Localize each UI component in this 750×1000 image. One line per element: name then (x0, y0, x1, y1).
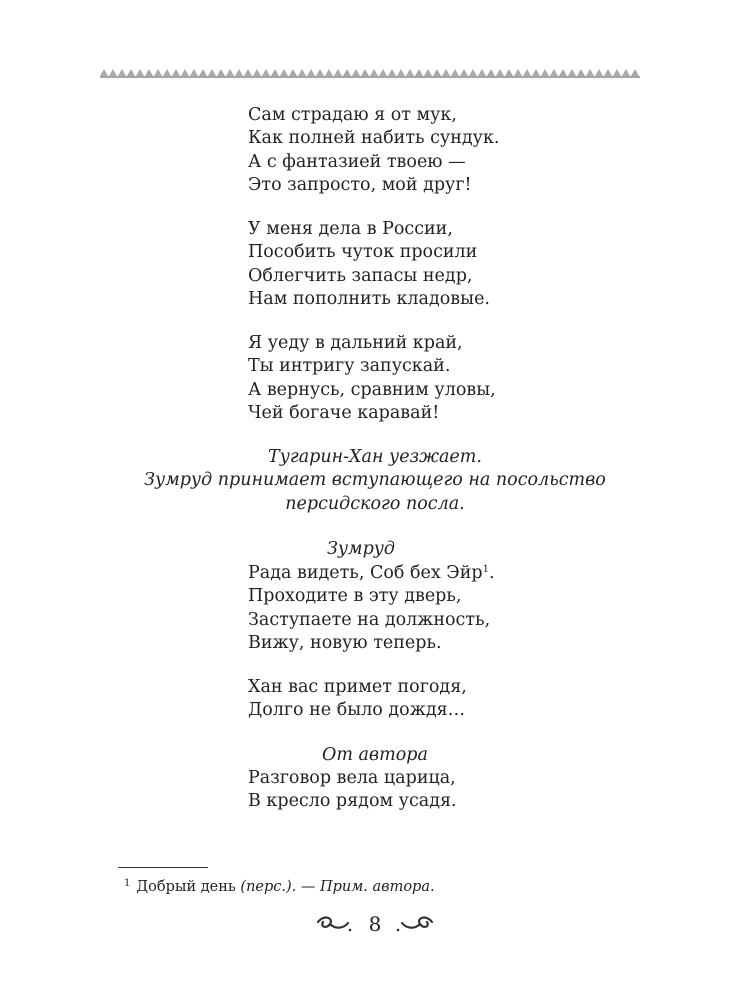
ornament-triangle (136, 69, 144, 76)
footnote-divider (118, 867, 208, 868)
verse-line: Пособить чуток просили (248, 242, 478, 263)
ornament-triangle (379, 69, 387, 76)
ornament-triangle (595, 69, 603, 76)
footnote-text: . — (291, 879, 320, 895)
ornament-triangle (109, 69, 117, 76)
ornament-triangle (118, 69, 126, 76)
stanza-4 (248, 562, 495, 656)
page-footer (0, 908, 750, 940)
ornament-triangle (568, 69, 576, 76)
ornament-triangle (343, 69, 351, 76)
footnote-text: Добрый день (136, 879, 241, 895)
verse-line: Проходите в эту дверь, (248, 586, 462, 607)
verse-line: Как полней набить сундук. (248, 128, 500, 149)
ornament-triangle (415, 69, 423, 76)
verse-line: Облегчить запасы недр, (248, 265, 473, 286)
ornament-triangle (190, 69, 198, 76)
ornament-triangle (226, 69, 234, 76)
ornament-triangle (478, 69, 486, 76)
stage-direction (0, 446, 750, 516)
ornament-triangle (235, 69, 243, 76)
ornament-triangle (172, 69, 180, 76)
ornament-triangle (451, 69, 459, 76)
verse-line: В кресло рядом усадя. (248, 791, 457, 812)
ornament-triangle (631, 69, 639, 76)
ornament-triangle (577, 69, 585, 76)
verse-line: Я уеду в дальний край, (248, 333, 463, 353)
ornament-triangle (487, 69, 495, 76)
ornament-triangle (352, 69, 360, 76)
ornament-triangle (505, 69, 513, 76)
ornament-triangle (586, 69, 594, 76)
ornament-triangle (370, 69, 378, 76)
verse-line: Это запросто, мой друг! (248, 175, 472, 196)
footnote (124, 874, 435, 897)
ornament-triangle (532, 69, 540, 76)
ornament-triangle (622, 69, 630, 76)
speaker-name: Зумруд (327, 539, 396, 559)
ornament-triangle (442, 69, 450, 76)
speaker-name: От автора (322, 745, 428, 765)
ornament-triangle (325, 69, 333, 76)
verse-line: Долго не было дождя… (248, 700, 466, 721)
ornament-triangle (316, 69, 324, 76)
ornament-triangle (163, 69, 171, 76)
stanza-3 (248, 332, 496, 426)
ornament-triangle (361, 69, 369, 76)
verse-punctuation: . (488, 563, 495, 583)
footnote-reference: 1 (482, 564, 489, 575)
stage-direction-line: персидского посла. (285, 493, 465, 514)
verse-line: Сам страдаю я от мук, (248, 105, 457, 125)
stage-direction-line: Зумруд принимает вступающего на посольство (144, 470, 606, 491)
ornament-triangle (154, 69, 162, 76)
verse-line: Чей богаче каравай! (248, 403, 440, 424)
stanza-2 (248, 218, 490, 312)
footnote-mark: 1 (124, 878, 131, 889)
top-ornament-border (100, 64, 640, 80)
verse-line: А с фантазией твоею — (248, 151, 466, 172)
ornament-triangle (604, 69, 612, 76)
ornament-triangle (217, 69, 225, 76)
ornament-triangle (208, 69, 216, 76)
stanza-6 (248, 767, 457, 814)
ornament-triangle (307, 69, 315, 76)
verse-line: Нам пополнить кладовые. (248, 289, 490, 310)
footnote-attribution: Прим. автора. (319, 879, 435, 895)
ornament-triangle (550, 69, 558, 76)
stanza-5 (248, 676, 467, 723)
page-number: 8 (368, 912, 382, 936)
verse-line: Ты интригу запускай. (248, 356, 451, 377)
ornament-triangle (298, 69, 306, 76)
ornament-triangle (334, 69, 342, 76)
ornament-triangle (127, 69, 135, 76)
ornament-triangle (460, 69, 468, 76)
ornament-triangle (397, 69, 405, 76)
ornament-triangle (280, 69, 288, 76)
ornament-triangle (496, 69, 504, 76)
stage-direction-line: Тугарин-Хан уезжает. (268, 447, 482, 467)
ornament-triangle (289, 69, 297, 76)
footnote-abbrev: (перс.) (240, 879, 292, 895)
ornament-triangle (244, 69, 252, 76)
verse-text: Рада видеть, Соб бех Эйр (248, 563, 483, 583)
ornament-triangle (262, 69, 270, 76)
ornament-triangle (469, 69, 477, 76)
ornament-triangle (433, 69, 441, 76)
verse-line: Вижу, новую теперь. (248, 633, 442, 654)
ornament-triangle (145, 69, 153, 76)
verse-line: Хан вас примет погодя, (248, 677, 467, 697)
ornament-triangle (100, 69, 108, 76)
ornament-triangle (181, 69, 189, 76)
ornament-triangle (424, 69, 432, 76)
ornament-triangle (388, 69, 396, 76)
verse-line: А вернусь, сравним уловы, (248, 379, 496, 400)
verse-line: Разговор вела царица, (248, 768, 456, 788)
verse-line: Заступаете на должность, (248, 609, 491, 630)
ornament-triangle (613, 69, 621, 76)
ornament-triangle (253, 69, 261, 76)
ornament-triangle (271, 69, 279, 76)
verse-line (248, 562, 495, 585)
ornament-triangle (406, 69, 414, 76)
verse-line: У меня дела в России, (248, 219, 453, 239)
ornament-triangle (559, 69, 567, 76)
ornament-triangle (514, 69, 522, 76)
ornament-triangle (523, 69, 531, 76)
ornament-triangle (541, 69, 549, 76)
ornament-triangle (199, 69, 207, 76)
stanza-1 (248, 104, 499, 198)
